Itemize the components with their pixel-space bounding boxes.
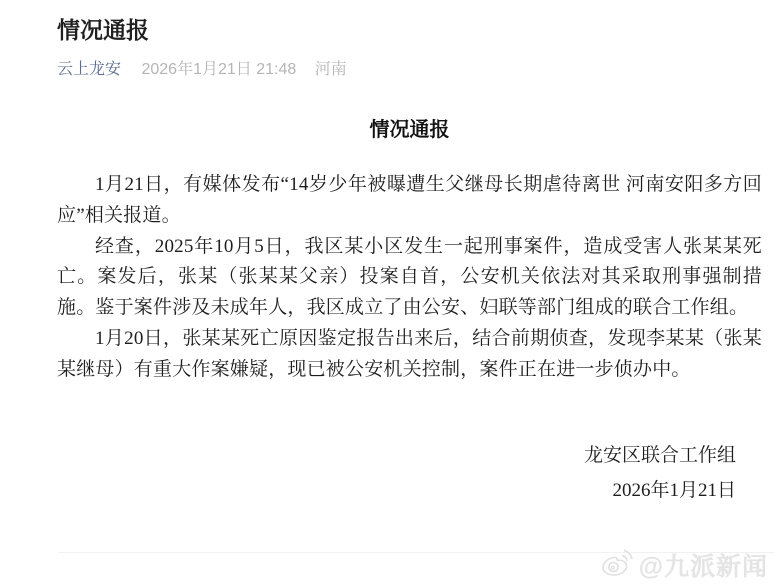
- watermark-handle: @九派新闻: [638, 552, 768, 581]
- article-meta: [57, 61, 762, 79]
- source-account-link[interactable]: 云上龙安: [57, 61, 122, 78]
- notice-title: 情况通报: [369, 119, 450, 141]
- notice-paragraph-2: 经查，2025年10月5日，我区某小区发生一起刑事案件，造成受害人张某某死亡。案发后，张某（张某某父亲）投案自首，公安机关依法对其采取刑事强制措施。鉴于案件涉及未成年人，我区成立了由公安、妇联等部门组成的联合工作组。: [57, 235, 762, 319]
- signature-date: 2026年1月21日: [612, 479, 736, 501]
- notice-paragraph-1: 1月21日，有媒体发布“14岁少年被曝遭生父继母长期虐待离世 河南安阳多方回应”相关报道。: [57, 174, 762, 226]
- bottom-divider: [59, 552, 774, 553]
- notice-paragraph-3: 1月20日，张某某死亡原因鉴定报告出来后，结合前期侦查，发现李某某（张某某继母）有重大作案嫌疑，现已被公安机关控制，案件正在进一步侦办中。: [57, 327, 762, 380]
- publish-timestamp: 2026年1月21日 21:48: [141, 61, 297, 78]
- notice-document: [57, 116, 762, 508]
- signature-org: 龙安区联合工作组: [583, 444, 736, 466]
- signature-block: [57, 438, 762, 508]
- page-title: 情况通报: [57, 17, 149, 43]
- region-label: 河南: [314, 61, 347, 78]
